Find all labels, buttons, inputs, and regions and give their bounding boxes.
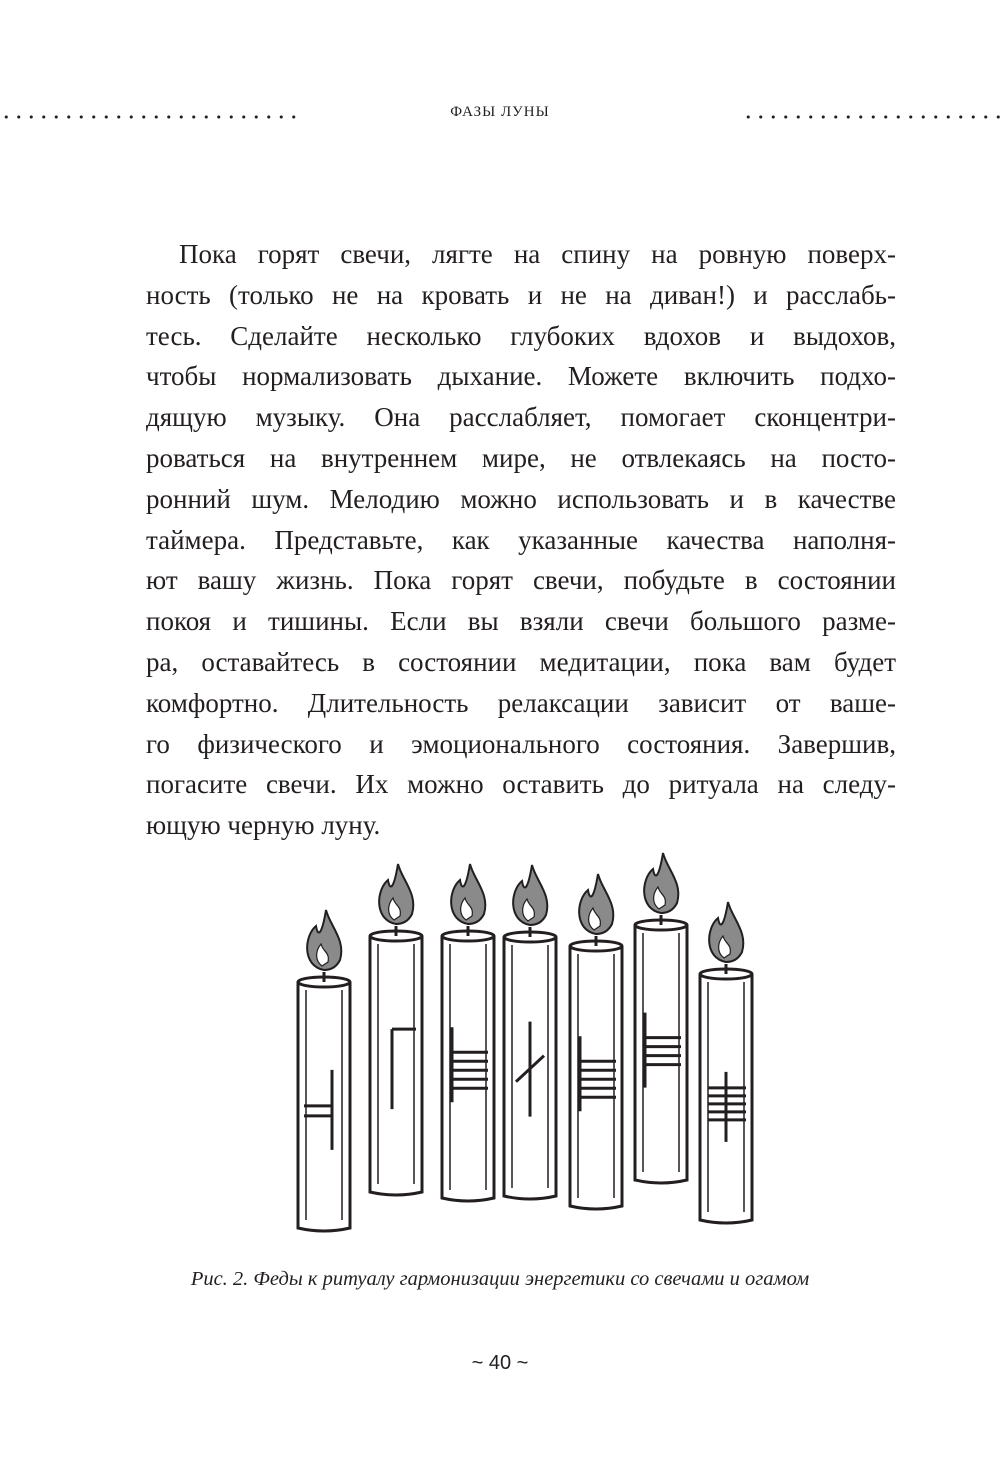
header-title: ФАЗЫ ЛУНЫ [450, 104, 550, 120]
text-line: покоя и тишины. Если вы взяли свечи большого разме- [146, 606, 896, 637]
candles-illustration [290, 850, 760, 1240]
text-line: ющую черную луну. [146, 810, 381, 841]
text-line: дящую музыку. Она расслабляет, помогает сконцентри- [146, 402, 896, 433]
figure-caption: Рис. 2. Феды к ритуалу гармонизации энергетики со свечами и огамом [190, 1268, 810, 1290]
text-line: погасите свечи. Их можно оставить до ритуала на следу- [146, 769, 896, 800]
text-line: таймера. Представьте, как указанные качества наполня- [146, 524, 896, 555]
candle [700, 902, 752, 1223]
candle [570, 874, 622, 1209]
text-line: комфортно. Длительность релаксации зависит от ваше- [146, 687, 896, 718]
text-line: роваться на внутреннем мире, не отвлекаясь на посто- [146, 442, 896, 473]
candle [370, 864, 422, 1195]
text-line: тесь. Сделайте несколько глубоких вдохов и выдохов, [146, 320, 896, 351]
candle [635, 853, 687, 1183]
text-line: ность (только не на кровать и не на диван!) и расслабь- [146, 279, 896, 310]
text-line: ют вашу жизнь. Пока горят свечи, побудьте в состоянии [146, 565, 896, 596]
candle [442, 864, 494, 1201]
candle [504, 865, 556, 1199]
text-line: го физического и эмоционального состояния. Завершив, [146, 728, 896, 759]
text-line: чтобы нормализовать дыхание. Можете включить подхо- [146, 361, 896, 392]
candle [298, 910, 350, 1231]
text-line: ронний шум. Мелодию можно использовать и в качестве [146, 483, 896, 514]
page-number: ~ 40 ~ [471, 1352, 529, 1374]
text-line: ра, оставайтесь в состоянии медитации, пока вам будет [146, 646, 896, 677]
body-paragraph [146, 234, 896, 846]
header-dot-rule-right [742, 114, 1000, 120]
running-header [0, 100, 1000, 130]
text-line: Пока горят свечи, лягте на спину на ровную поверх- [179, 239, 896, 269]
